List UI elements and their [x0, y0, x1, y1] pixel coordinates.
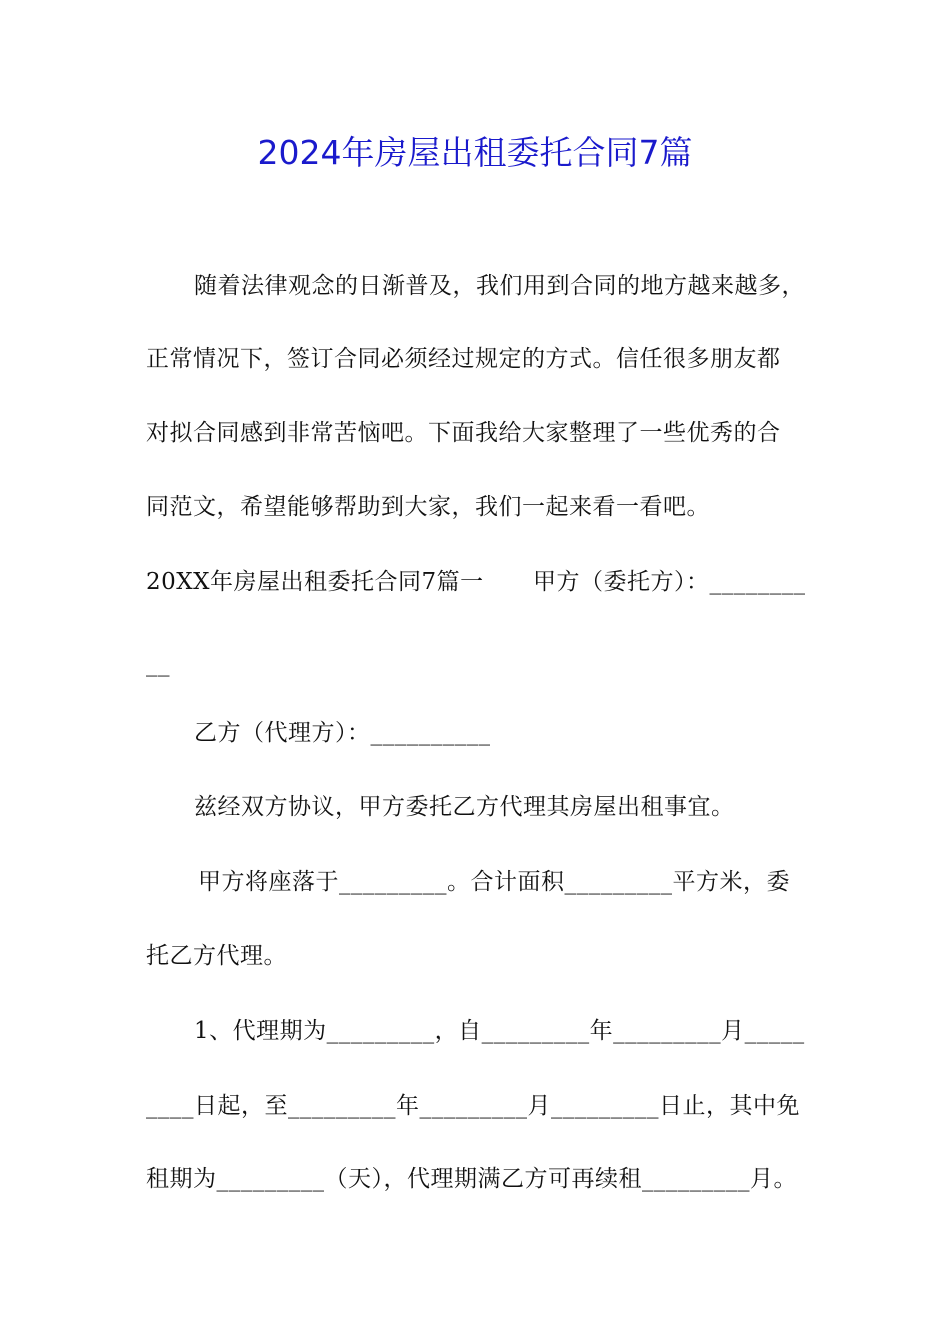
section-heading: 20XX年房屋出租委托合同7篇一 — [146, 569, 484, 595]
term-line-2: ____日起，至_________年_________月_________日止，其中免 — [146, 1093, 800, 1119]
party-b-line: 乙方（代理方）：__________ — [194, 720, 491, 746]
intro-line-4: 同范文，希望能够帮助到大家，我们一起来看一看吧。 — [146, 494, 710, 520]
intro-line-2: 正常情况下，签订合同必须经过规定的方式。信任很多朋友都 — [146, 346, 781, 372]
document-title: 2024年房屋出租委托合同7篇 — [257, 133, 693, 172]
property-line-2: 托乙方代理。 — [146, 943, 287, 969]
term-line-3: 租期为_________（天），代理期满乙方可再续租_________月。 — [146, 1166, 797, 1192]
property-line-1: 甲方将座落于_________。合计面积_________平方米，委 — [198, 869, 790, 895]
intro-line-1: 随着法律观念的日渐普及，我们用到合同的地方越来越多， — [194, 273, 805, 299]
term-line-1: 1、代理期为_________，自_________年_________月_____ — [194, 1018, 805, 1044]
intro-line-3: 对拟合同感到非常苦恼吧。下面我给大家整理了一些优秀的合 — [146, 420, 781, 446]
party-a-continuation: __ — [146, 651, 170, 677]
agreement-line: 兹经双方协议，甲方委托乙方代理其房屋出租事宜。 — [194, 794, 735, 820]
party-a-line: 甲方（委托方）：________ — [533, 569, 806, 595]
